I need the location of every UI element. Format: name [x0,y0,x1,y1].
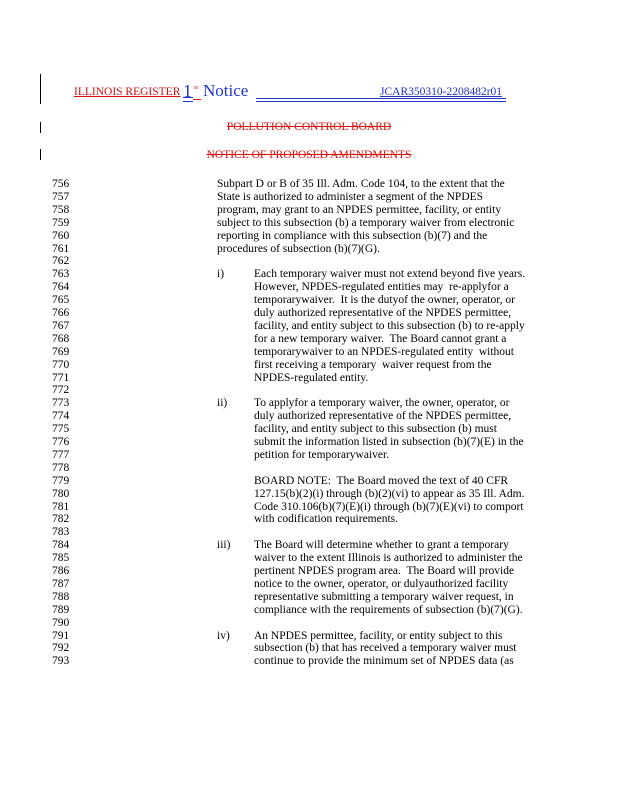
line-number: 780 [52,487,70,500]
line-number: 756 [52,178,70,190]
document-line [0,436,618,449]
document-line [0,539,618,552]
document-line [0,346,618,359]
document-line [0,359,618,372]
line-text: with codification requirements. [254,513,399,526]
document-line [0,255,618,268]
notice-field: Notice [203,81,249,100]
line-text: facility, and entity subject to this subsection (b) to re-apply [254,319,525,332]
line-number: 777 [52,448,70,461]
line-text: first receiving a temporary waiver request from the [254,358,492,371]
line-number: 774 [52,410,70,423]
document-line [0,578,618,591]
line-text: facility, and entity subject to this subsection (b) must [254,423,497,436]
line-number: 781 [52,500,70,513]
document-line [0,552,618,565]
line-number: 779 [52,474,70,487]
header-rule [183,97,193,98]
line-number: 769 [52,345,70,358]
line-number: 773 [52,397,70,410]
line-text: duly authorized representative of the NPDES permittee, [254,410,512,423]
line-text: subsection (b) that has received a temporary waiver must [254,642,517,655]
document-line [0,423,618,436]
line-text: reporting in compliance with this subsection (b)(7) and the [217,229,488,242]
line-text: petition for temporarywaiver. [254,448,390,461]
document-line [0,449,618,462]
document-line [0,630,618,643]
line-number: 784 [52,539,70,552]
line-number: 768 [52,332,70,345]
document-line [0,384,618,397]
line-text: duly authorized representative of the NPDES permittee, [254,307,512,319]
line-number: 787 [52,577,70,590]
line-text: temporarywaiver to an NPDES-regulated entity without [254,345,514,358]
header-rule [193,99,201,100]
header-rule [183,101,193,102]
line-number: 790 [52,616,70,629]
line-text: BOARD NOTE: The Board moved the text of 40 CFR [254,474,509,487]
line-number: 782 [52,513,70,526]
line-number: 767 [52,319,70,332]
document-line [0,217,618,230]
document-line [0,526,618,539]
line-text: program, may grant to an NPDES permittee, facility, or entity [217,203,502,216]
line-text: Code 310.106(b)(7)(E)(i) through (b)(7)(E)(vi) to comport [254,500,524,513]
document-line [0,397,618,410]
document-line [0,642,618,655]
line-text: compliance with the requirements of subsection (b)(7)(G). [254,603,523,616]
item-label: i) [217,268,225,281]
document-line [0,230,618,243]
line-text: procedures of subsection (b)(7)(G). [217,242,380,255]
line-text: To applyfor a temporary waiver, the owner, operator, or [254,397,510,410]
line-text: notice to the owner, operator, or dulyauthorized facility [254,577,509,590]
document-line [0,333,618,346]
document-line [0,320,618,333]
document-line [0,617,618,630]
line-number: 761 [52,242,70,255]
line-text: 127.15(b)(2)(i) through (b)(2)(vi) to appear as 35 Ill. Adm. [254,487,525,500]
line-number: 763 [52,268,70,281]
item-label: iii) [217,539,231,552]
line-number: 783 [52,526,70,539]
document-line [0,372,618,385]
line-number: 778 [52,461,70,474]
document-line [0,204,618,217]
line-number: 757 [52,190,70,203]
register-title: ILLINOIS REGISTER [74,86,181,98]
document-line [0,243,618,256]
line-number: 785 [52,552,70,565]
document-line [0,178,618,191]
document-line [0,604,618,617]
line-text: representative submitting a temporary waiver request, in [254,590,514,603]
line-text: pertinent NPDES program area. The Board will provide [254,565,515,577]
line-number: 758 [52,203,70,216]
document-line [0,268,618,281]
line-number: 793 [52,655,70,668]
line-number: 786 [52,565,70,577]
line-number: 765 [52,294,70,307]
line-text: continue to provide the minimum set of NPDES data (as [254,655,514,668]
line-number: 775 [52,423,70,436]
line-text: Each temporary waiver must not extend beyond five years. [254,268,526,281]
document-line [0,475,618,488]
line-number: 791 [52,629,70,642]
line-text: waiver to the extent Illinois is authorized to administer the [254,552,523,565]
line-text: subject to this subsection (b) a temporary waiver from electronic [217,216,515,229]
line-text: State is authorized to administer a segment of the NPDES [217,190,484,203]
line-number: 776 [52,436,70,448]
document-line [0,565,618,578]
page-header [74,82,544,108]
line-text: submit the information listed in subsection (b)(7)(E) in the [254,436,524,448]
line-number: 762 [52,255,70,268]
page-number-suffix: st [194,85,199,91]
line-number: 792 [52,642,70,655]
line-text: NPDES-regulated entity. [254,371,369,384]
document-line [0,591,618,604]
line-text: for a new temporary waiver. The Board cannot grant a [254,332,507,345]
header-underline [256,98,506,99]
document-line [0,281,618,294]
item-label: iv) [217,629,230,642]
change-bar [40,74,41,104]
line-text: temporarywaiver. It is the dutyof the owner, operator, or [254,294,515,307]
line-number: 771 [52,371,70,384]
document-line [0,191,618,204]
document-line [0,462,618,475]
document-line [0,655,618,668]
line-text: Subpart D or B of 35 Ill. Adm. Code 104, to the extent that the [217,178,505,190]
page-number: 1 [183,81,192,101]
item-label: ii) [217,397,228,410]
document-line [0,513,618,526]
document-line [0,294,618,307]
line-number: 759 [52,216,70,229]
line-number: 789 [52,603,70,616]
line-number: 760 [52,229,70,242]
line-number: 766 [52,307,70,319]
line-number: 770 [52,358,70,371]
document-line [0,488,618,501]
document-line [0,410,618,423]
notice-title: NOTICE OF PROPOSED AMENDMENTS [206,149,412,161]
agency-title: POLLUTION CONTROL BOARD [226,121,392,133]
line-text: However, NPDES-regulated entities may re-applyfor a [254,281,509,294]
line-number: 772 [52,384,70,397]
line-text: An NPDES permittee, facility, or entity subject to this [254,629,503,642]
line-number: 764 [52,281,70,294]
document-line [0,501,618,514]
line-text: The Board will determine whether to grant a temporary [254,539,509,552]
line-number: 788 [52,590,70,603]
header-underline [256,101,506,102]
document-line [0,307,618,320]
jcar-code: JCAR350310-2208482r01 [380,86,503,98]
